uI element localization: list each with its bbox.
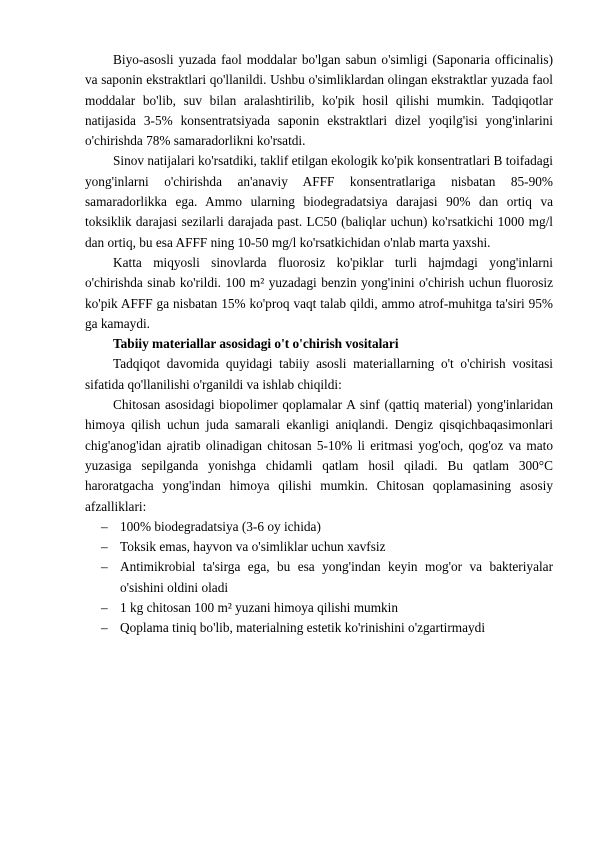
list-item-text: Toksik emas, hayvon va o'simliklar uchun xavfsiz	[120, 539, 386, 555]
paragraph-test-results: Sinov natijalari ko'rsatdiki, taklif etilgan ekologik ko'pik konsentratlari B toifadagi yong'inlarni o'chirishda an'anaviy AFFF konsentratlariga nisbatan 85-90% samaradorlikka ega. Ammo ularning biodegradatsiya darajasi 90% dan ortiq va toksiklik darajasi sezilarli darajada past. LC50 (baliqlar uchun) ko'rsatkichi 1000 mg/l dan ortiq, bu esa AFFF ning 10-50 mg/l ko'rsatkichidan o'nlab marta yaxshi.	[85, 153, 553, 250]
list-item	[85, 537, 553, 557]
list-item	[85, 517, 553, 537]
list-item-text: Qoplama tiniq bo'lib, materialning estetik ko'rinishini o'zgartirmaydi	[120, 620, 486, 636]
list-bullet: –	[101, 539, 108, 555]
paragraph-large-scale-tests: Katta miqyosli sinovlarda fluorosiz ko'piklar turli hajmdagi yong'inlarni o'chirishda sinab ko'rildi. 100 m² yuzadagi benzin yong'inini o'chirish uchun fluorosiz ko'pik AFFF ga nisbatan 15% ko'proq vaqt talab qildi, ammo atrof-muhitga ta'siri 95% ga kamaydi.	[85, 254, 553, 331]
paragraph-saponin: Biyo-asosli yuzada faol moddalar bo'lgan sabun o'simligi (Saponaria officinalis) va saponin ekstraktlari qo'llanildi. Ushbu o'simliklardan olingan ekstraktlar yuzada faol moddalar bo'lib, suv bilan aralashtirilib, ko'pik hosil qilishi mumkin. Tadqiqotlar natijasida 3-5% konsentratsiyada saponin ekstraktlari dizel yoqilg'isi yong'inlarini o'chirishda 78% samaradorlikni ko'rsatdi.	[85, 52, 553, 149]
list-item-text: 100% biodegradatsiya (3-6 oy ichida)	[120, 518, 321, 534]
section-heading: Tabiiy materiallar asosidagi o't o'chirish vositalari	[113, 336, 399, 352]
list-bullet: –	[101, 559, 108, 575]
list-item-text: 1 kg chitosan 100 m² yuzani himoya qilishi mumkin	[120, 600, 399, 616]
list-bullet: –	[101, 518, 108, 534]
list-bullet: –	[101, 620, 108, 636]
advantages-list	[85, 517, 553, 639]
document-page	[85, 50, 553, 639]
list-item-text: Antimikrobial ta'sirga ega, bu esa yong'indan keyin mog'or va bakteriyalar o'sishini oldini oladi	[120, 559, 553, 595]
list-bullet: –	[101, 600, 108, 616]
list-item	[85, 618, 553, 638]
list-item	[85, 598, 553, 618]
paragraph-intro-materials: Tadqiqot davomida quyidagi tabiiy asosli materiallarning o't o'chirish vositasi sifatida qo'llanilishi o'rganildi va ishlab chiqildi:	[85, 356, 553, 392]
paragraph-chitosan: Chitosan asosidagi biopolimer qoplamalar A sinf (qattiq material) yong'inlaridan himoya qilish uchun juda samarali ekanligi aniqlandi. Dengiz qisqichbaqasimonlari chig'anog'idan ajratib olinadigan chitosan 5-10% li eritmasi yog'och, qog'oz va mato yuzasiga sepilganda yonishga chidamli qatlam hosil qiladi. Bu qatlam 300°C haroratgacha yong'indan himoya qilishi mumkin. Chitosan qoplamasining asosiy afzalliklari:	[85, 397, 553, 514]
list-item	[85, 557, 553, 598]
